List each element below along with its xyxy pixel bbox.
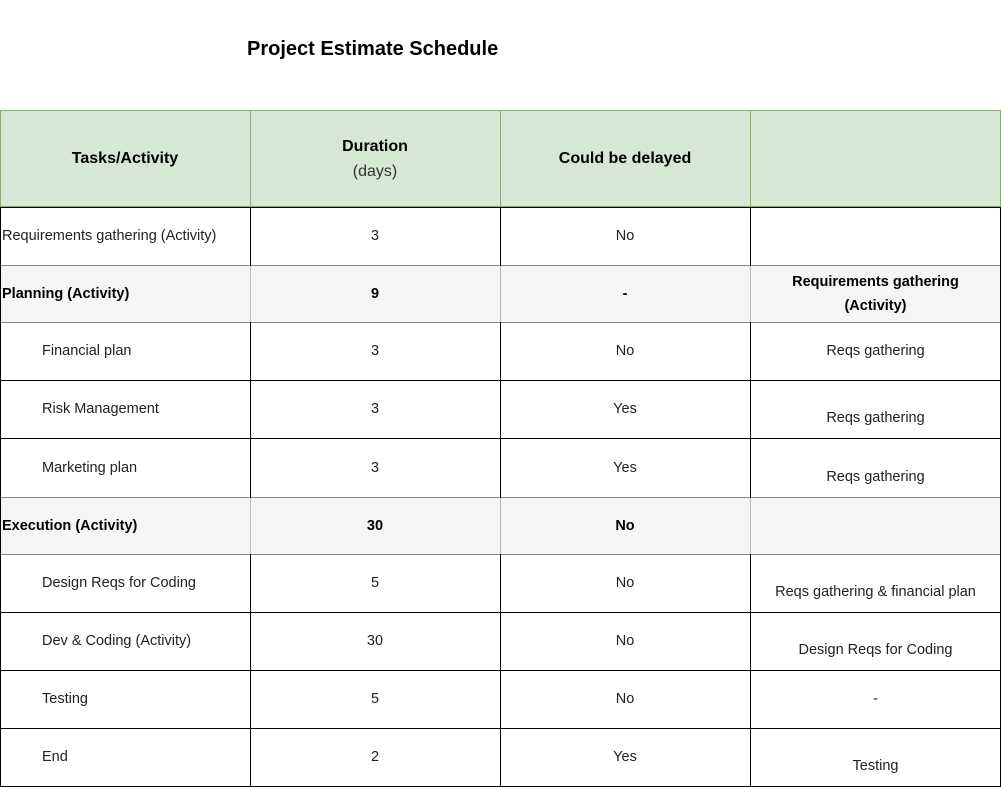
cell-delayed: No xyxy=(615,343,635,359)
cell-duration: 3 xyxy=(370,459,380,476)
header-delayed xyxy=(500,110,750,207)
cell-dependency: - xyxy=(873,691,878,707)
cell-duration: 30 xyxy=(366,517,384,534)
cell-duration: 5 xyxy=(370,575,380,591)
group-row-divider xyxy=(250,266,251,322)
cell-delayed: No xyxy=(615,633,635,649)
cell-delayed: No xyxy=(615,517,635,534)
cell-task: Risk Management xyxy=(42,401,159,417)
cell-delayed: Yes xyxy=(613,401,637,417)
cell-dependency: Testing xyxy=(852,758,899,774)
cell-dependency xyxy=(750,207,1001,265)
cell-delayed: No xyxy=(615,691,635,707)
cell-delayed: Yes xyxy=(613,459,637,476)
cell-duration: 3 xyxy=(370,343,380,359)
cell-duration: 9 xyxy=(370,285,380,302)
cell-task: Planning (Activity) xyxy=(2,285,130,302)
page-title: Project Estimate Schedule xyxy=(247,38,499,60)
header-duration xyxy=(250,110,500,207)
cell-duration: 5 xyxy=(370,691,380,707)
cell-task: Requirements gathering (Activity) xyxy=(2,228,217,244)
cell-delayed: - xyxy=(622,285,628,302)
cell-duration: 3 xyxy=(370,228,380,244)
header-dependency xyxy=(750,110,1001,207)
cell-task: Execution (Activity) xyxy=(2,517,138,534)
header-duration-unit: (days) xyxy=(352,162,398,180)
cell-duration: 30 xyxy=(366,633,384,649)
cell-task: Marketing plan xyxy=(42,459,138,476)
group-row-divider xyxy=(750,266,751,322)
group-row-divider xyxy=(500,266,501,322)
cell-delayed: Yes xyxy=(613,749,637,765)
cell-dependency: Reqs gathering xyxy=(826,410,925,426)
group-row-divider xyxy=(500,498,501,554)
cell-task: End xyxy=(42,749,68,765)
cell-duration: 3 xyxy=(370,401,380,417)
header-duration-label: Duration xyxy=(342,137,408,155)
cell-dependency: Requirements gathering (Activity) xyxy=(792,273,959,314)
cell-dependency xyxy=(750,497,1001,554)
column-divider xyxy=(0,207,1,787)
cell-task: Testing xyxy=(42,691,88,707)
cell-dependency: Design Reqs for Coding xyxy=(798,642,953,658)
cell-task: Financial plan xyxy=(42,343,132,359)
cell-dependency: Reqs gathering & financial plan xyxy=(775,584,976,600)
cell-delayed: No xyxy=(615,575,635,591)
group-row-divider xyxy=(250,498,251,554)
cell-duration: 2 xyxy=(370,749,380,765)
cell-task: Design Reqs for Coding xyxy=(42,575,196,591)
group-row-divider xyxy=(750,498,751,554)
header-tasks xyxy=(0,110,250,207)
cell-dependency: Reqs gathering xyxy=(826,469,925,485)
cell-delayed: No xyxy=(615,228,635,244)
header-delayed-label: Could be delayed xyxy=(558,150,692,167)
cell-dependency: Reqs gathering xyxy=(826,343,925,359)
header-tasks-label: Tasks/Activity xyxy=(71,150,179,167)
cell-task: Dev & Coding (Activity) xyxy=(42,633,192,649)
